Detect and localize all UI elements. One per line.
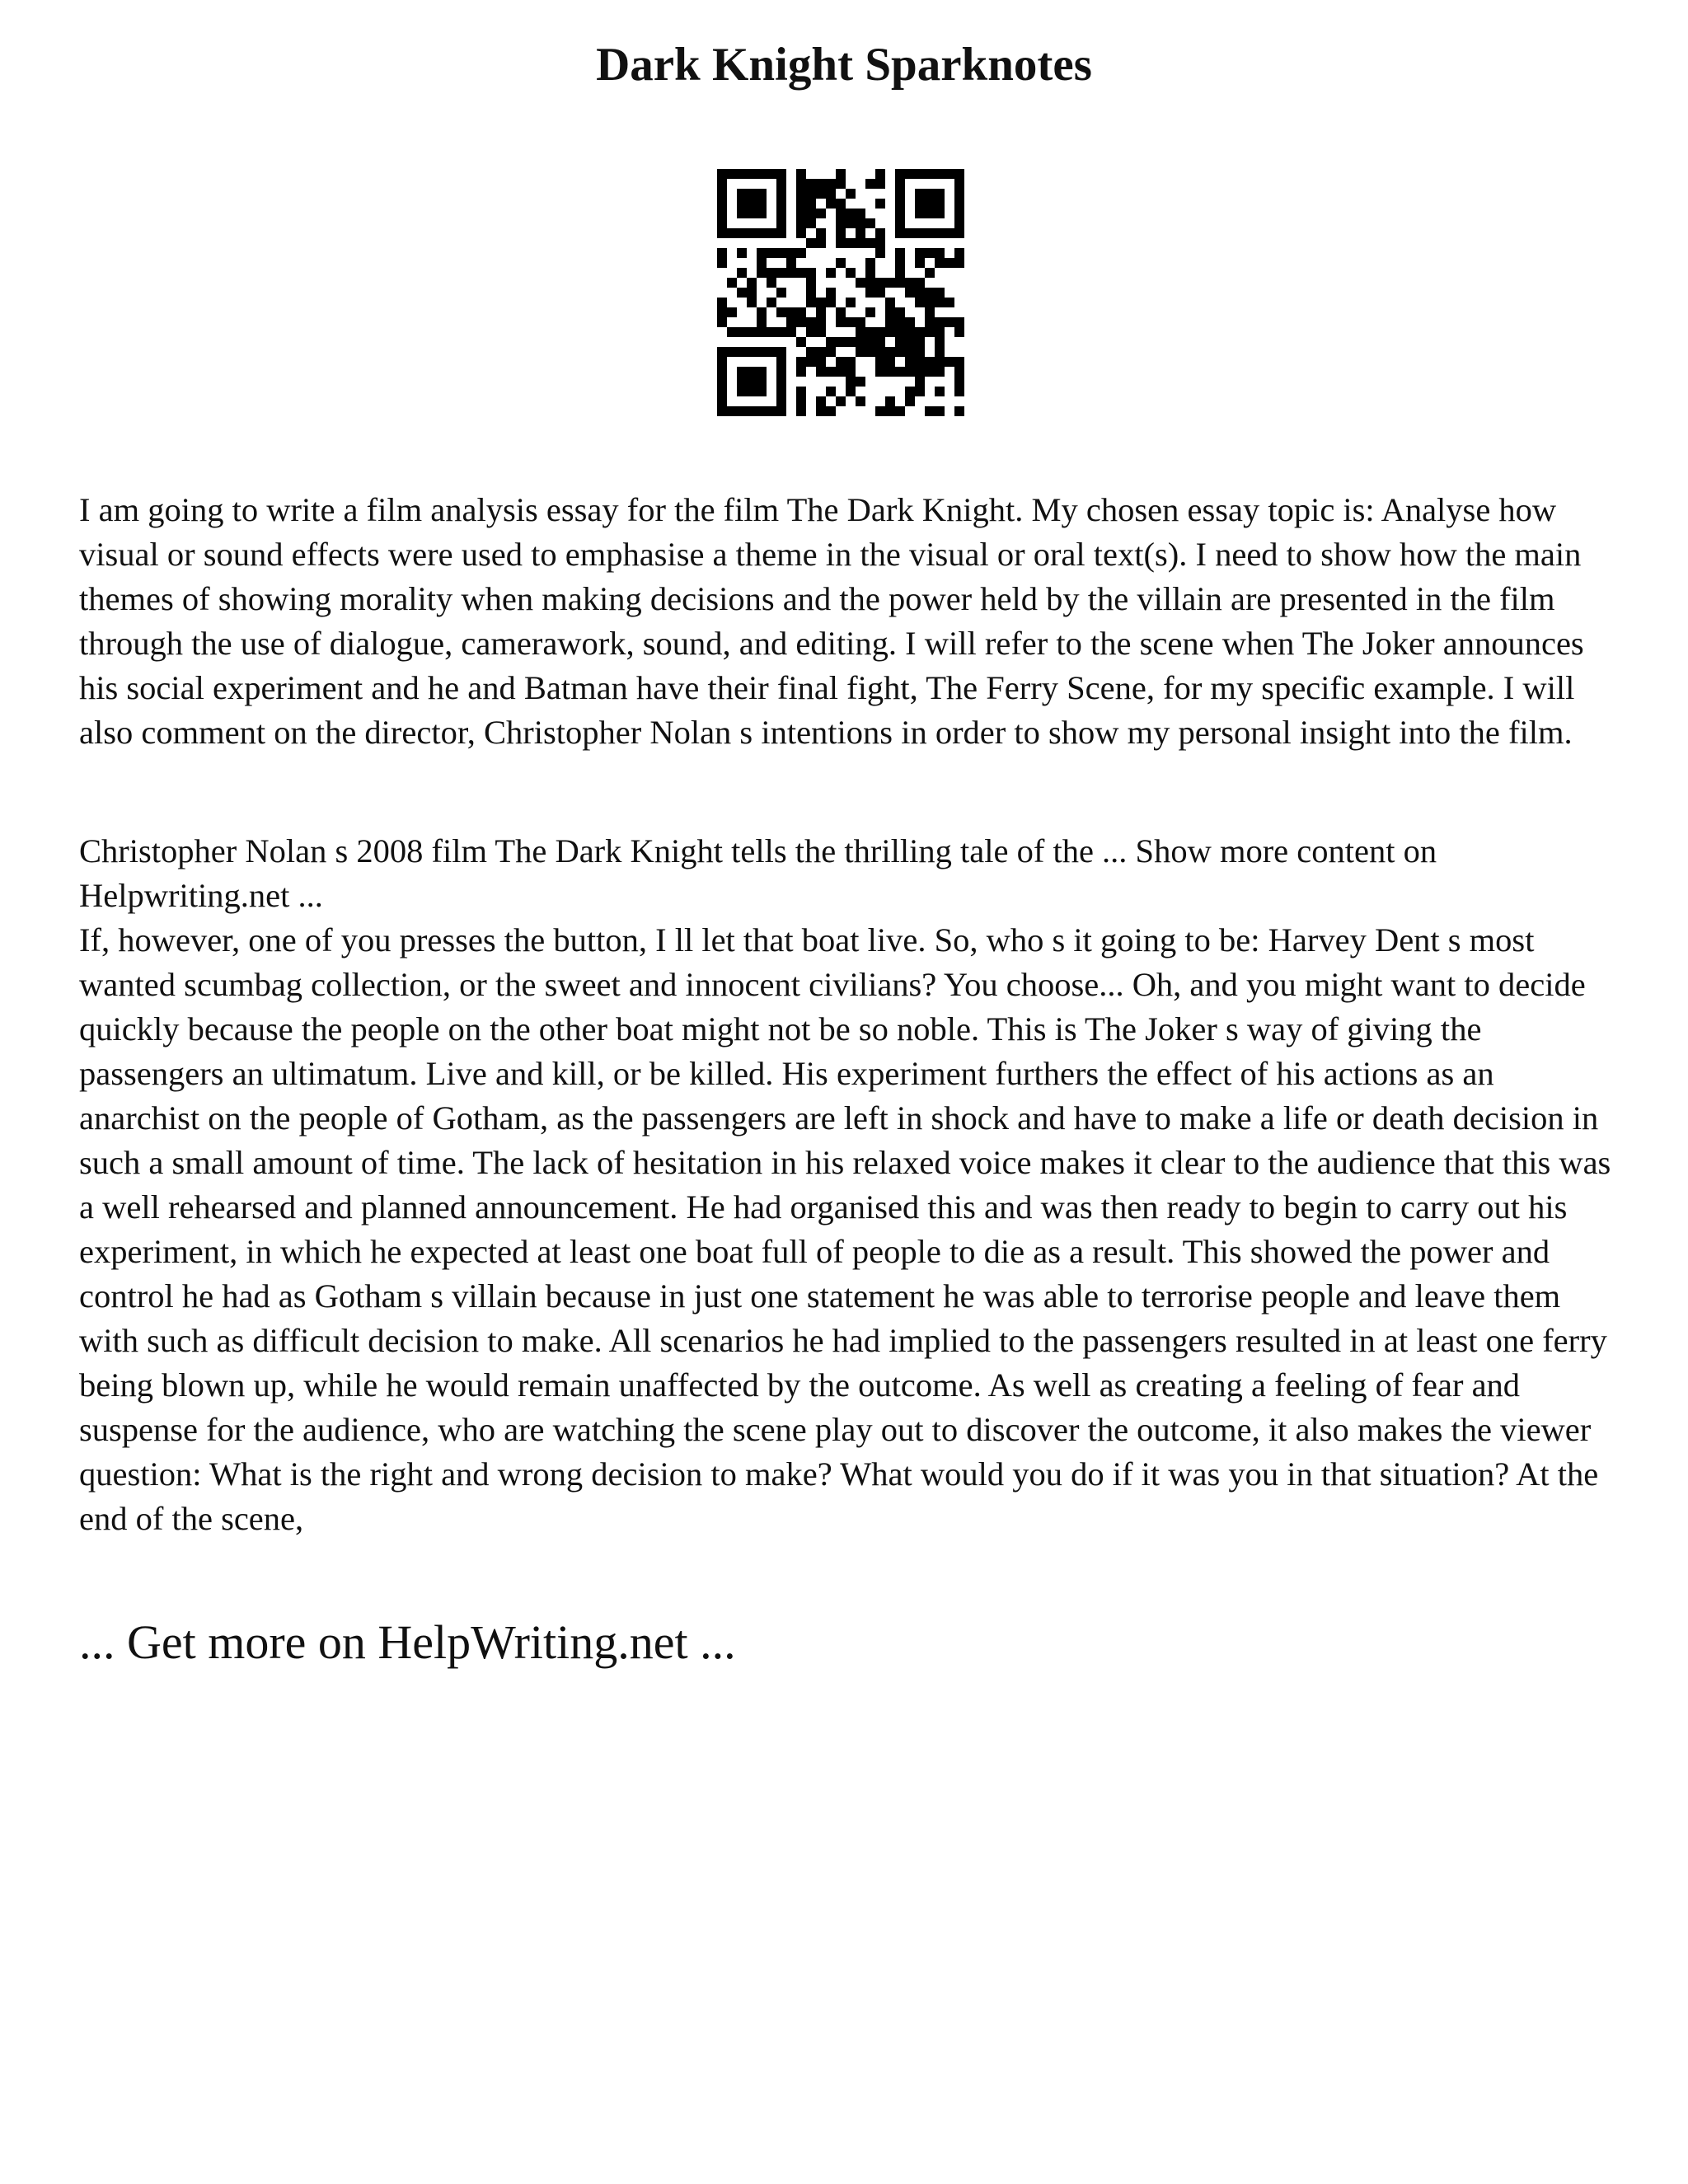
paragraph-teaser: Christopher Nolan s 2008 film The Dark Knight tells the thrilling tale of the ... Show more content on Helpwriting.net ... [79, 832, 1437, 914]
paragraph-body: If, however, one of you presses the button, I ll let that boat live. So, who s it going to be: Harvey Dent s most wanted scumbag collection, or the sweet and innocent civilians? You choose... Oh, and you might want to decide quickly because the people on the other boat might not be so noble. This is The Joker s way of giving the passengers an ultimatum. Live and kill, or be killed. His experiment furthers the effect of his actions as an anarchist on the people of Gotham, as the passengers are left in shock and have to make a life or death decision in such a small amount of time. The lack of hesitation in his relaxed voice makes it clear to the audience that this was a well rehearsed and planned announcement. He had organised this and was then ready to begin to carry out his experiment, in which he expected at least one boat full of people to die as a result. This showed the power and control he had as Gotham s villain because in just one statement he was able to terrorise people and leave them with such as difficult decision to make. All scenarios he had implied to the passengers resulted in at least one ferry being blown up, while he would remain unaffected by the outcome. As well as creating a feeling of fear and suspense for the audience, who are watching the scene play out to discover the outcome, it also makes the viewer question: What is the right and wrong decision to make? What would you do if it was you in that situation? At the end of the scene, [79, 921, 1611, 1537]
qr-code[interactable] [717, 169, 964, 416]
get-more-link[interactable]: ... Get more on HelpWriting.net ... [79, 1615, 736, 1669]
document-title: Dark Knight Sparknotes [596, 39, 1092, 91]
paragraph-intro: I am going to write a film analysis essay for the film The Dark Knight. My chosen essay topic is: Analyse how visual or sound effects were used to emphasise a theme in the visual or oral text(s). I need to show how the main themes of showing morality when making decisions and the power held by the villain are presented in the film through the use of dialogue, camerawork, sound, and editing. I will refer to the scene when The Joker announces his social experiment and he and Batman have their final fight, The Ferry Scene, for my specific example. I will also comment on the director, Christopher Nolan s intentions in order to show my personal insight into the film. [79, 491, 1584, 751]
